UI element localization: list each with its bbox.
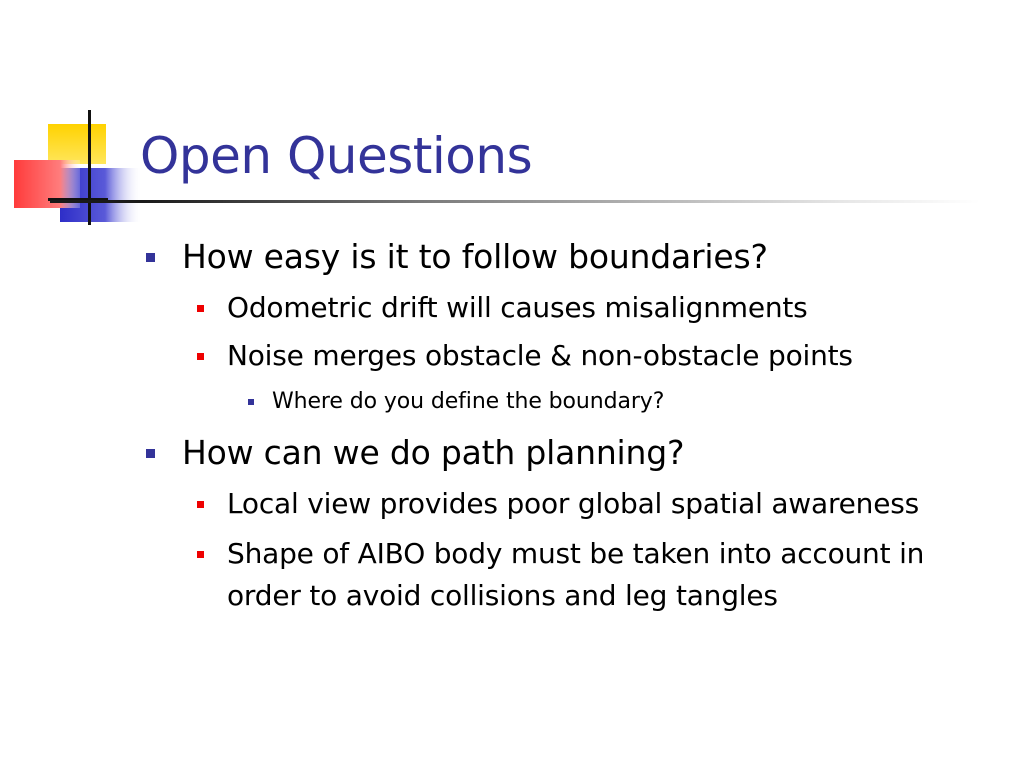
sub-sub-bullet-item xyxy=(272,389,664,414)
sub-bullet-item xyxy=(227,339,853,372)
bullet-text: How easy is it to follow boundaries? xyxy=(182,237,768,276)
bullet-text-line-2: order to avoid collisions and leg tangles xyxy=(227,579,778,612)
square-bullet-icon xyxy=(197,353,204,360)
bullet-text: How can we do path planning? xyxy=(182,433,685,472)
bullet-item xyxy=(182,433,684,472)
sub-bullet-item xyxy=(227,487,919,520)
bullet-item xyxy=(182,237,768,276)
square-bullet-icon xyxy=(248,399,254,405)
bullet-text: Local view provides poor global spatial awareness xyxy=(227,487,920,520)
square-bullet-icon xyxy=(197,305,204,312)
square-bullet-icon xyxy=(197,501,204,508)
bullet-text: Noise merges obstacle & non-obstacle points xyxy=(227,339,853,372)
bullet-text-line-1: Shape of AIBO body must be taken into account in xyxy=(227,537,925,570)
bullet-text: Odometric drift will causes misalignments xyxy=(227,291,808,324)
square-bullet-icon xyxy=(146,449,155,458)
sub-bullet-item xyxy=(227,291,808,324)
title-underline xyxy=(50,200,980,203)
title-decoration-logo xyxy=(0,0,150,240)
slide-title: Open Questions xyxy=(140,127,533,185)
square-bullet-icon xyxy=(197,551,204,558)
sub-bullet-item xyxy=(227,533,924,617)
bullet-text: Where do you define the boundary? xyxy=(272,389,665,414)
square-bullet-icon xyxy=(146,253,155,262)
